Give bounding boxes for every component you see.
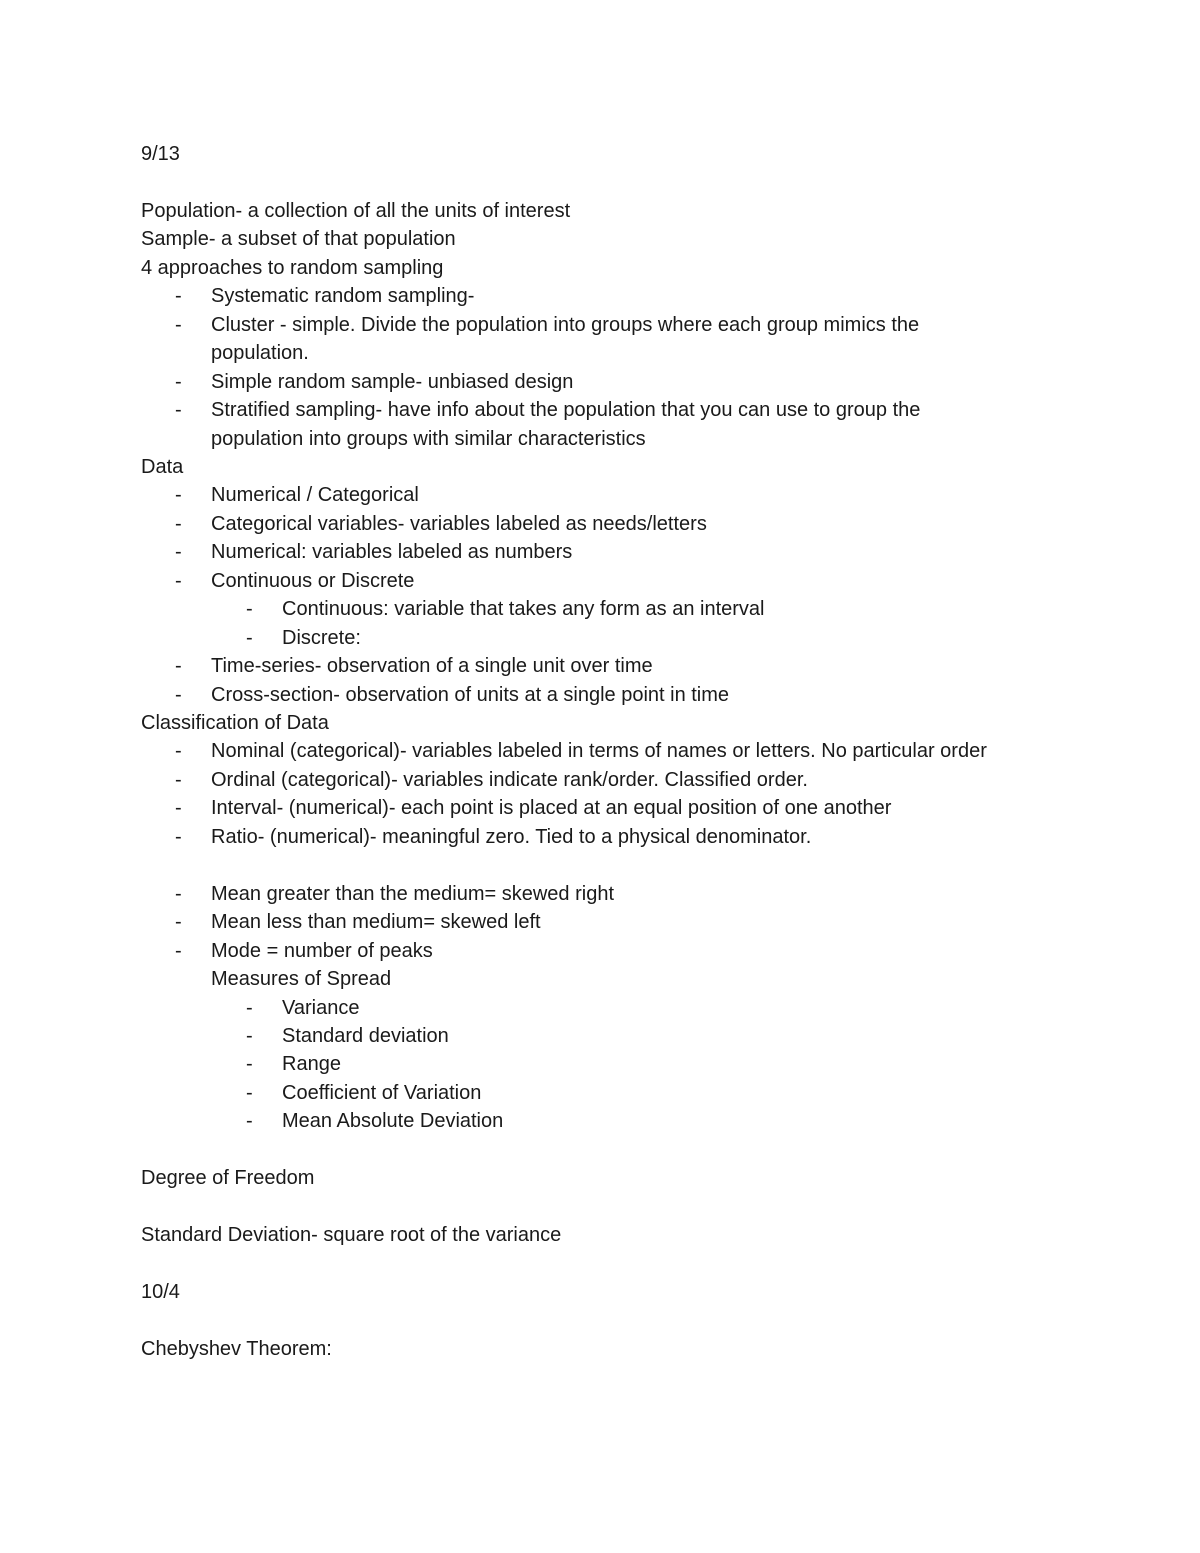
bullet-dash: - — [246, 1024, 253, 1047]
list-item: Mean Absolute Deviation — [282, 1110, 504, 1133]
list-item: Continuous: variable that takes any form as an interval — [282, 598, 765, 621]
list-item: Ordinal (categorical)- variables indicate rank/order. Classified order. — [211, 768, 808, 791]
bullet-dash: - — [246, 996, 253, 1019]
bullet-dash: - — [175, 768, 182, 791]
bullet-dash: - — [175, 541, 182, 564]
list-item: Coefficient of Variation — [282, 1081, 482, 1104]
list-item: Discrete: — [282, 626, 361, 649]
list-item: Time-series- observation of a single unit over time — [211, 655, 653, 678]
note-line: Degree of Freedom — [141, 1167, 315, 1190]
bullet-dash: - — [246, 1081, 253, 1104]
list-item: Variance — [282, 996, 360, 1019]
list-item: Stratified sampling- have info about the population that you can use to group the — [211, 399, 921, 422]
bullet-dash: - — [175, 939, 182, 962]
list-item: Mode = number of peaks — [211, 939, 433, 962]
bullet-dash: - — [175, 512, 182, 535]
bullet-dash: - — [246, 1053, 253, 1076]
list-item: Standard deviation — [282, 1024, 449, 1047]
list-item: Numerical / Categorical — [211, 484, 419, 507]
bullet-dash: - — [175, 882, 182, 905]
list-item: Simple random sample- unbiased design — [211, 370, 574, 393]
bullet-dash: - — [175, 740, 182, 763]
note-line: Sample- a subset of that population — [141, 228, 456, 251]
list-item: Cluster - simple. Divide the population into groups where each group mimics the — [211, 313, 920, 336]
bullet-dash: - — [175, 569, 182, 592]
bullet-dash: - — [246, 598, 253, 621]
bullet-dash: - — [175, 797, 182, 820]
list-continuation: population into groups with similar characteristics — [211, 427, 646, 450]
bullet-dash: - — [175, 825, 182, 848]
bullet-dash: - — [175, 683, 182, 706]
note-line: Chebyshev Theorem: — [141, 1337, 332, 1360]
list-item: Interval- (numerical)- each point is placed at an equal position of one another — [211, 797, 892, 820]
note-line: Standard Deviation- square root of the variance — [141, 1224, 562, 1247]
list-item: Range — [282, 1053, 341, 1076]
note-line: Data — [141, 455, 184, 478]
list-item: Cross-section- observation of units at a single point in time — [211, 683, 730, 706]
list-item: Numerical: variables labeled as numbers — [211, 541, 573, 564]
bullet-dash: - — [175, 370, 182, 393]
list-item: Mean less than medium= skewed left — [211, 911, 541, 934]
bullet-dash: - — [175, 399, 182, 422]
note-line: 10/4 — [141, 1281, 180, 1303]
bullet-dash: - — [175, 313, 182, 336]
note-line: Population- a collection of all the units of interest — [141, 199, 571, 222]
list-continuation: Measures of Spread — [211, 968, 392, 991]
list-item: Systematic random sampling- — [211, 285, 475, 308]
list-item: Mean greater than the medium= skewed right — [211, 882, 614, 905]
note-line: Classification of Data — [141, 712, 329, 734]
bullet-dash: - — [246, 626, 253, 649]
list-item: Ratio- (numerical)- meaningful zero. Tied to a physical denominator. — [211, 825, 812, 848]
list-continuation: population. — [211, 342, 309, 365]
bullet-dash: - — [175, 285, 182, 308]
note-line: 4 approaches to random sampling — [141, 256, 444, 279]
note-line: 9/13 — [141, 143, 180, 165]
bullet-dash: - — [175, 484, 182, 507]
bullet-dash: - — [246, 1110, 253, 1133]
list-item: Nominal (categorical)- variables labeled in terms of names or letters. No particular order — [211, 740, 987, 763]
bullet-dash: - — [175, 911, 182, 934]
list-item: Categorical variables- variables labeled as needs/letters — [211, 512, 707, 535]
bullet-dash: - — [175, 655, 182, 678]
list-item: Continuous or Discrete — [211, 569, 415, 592]
